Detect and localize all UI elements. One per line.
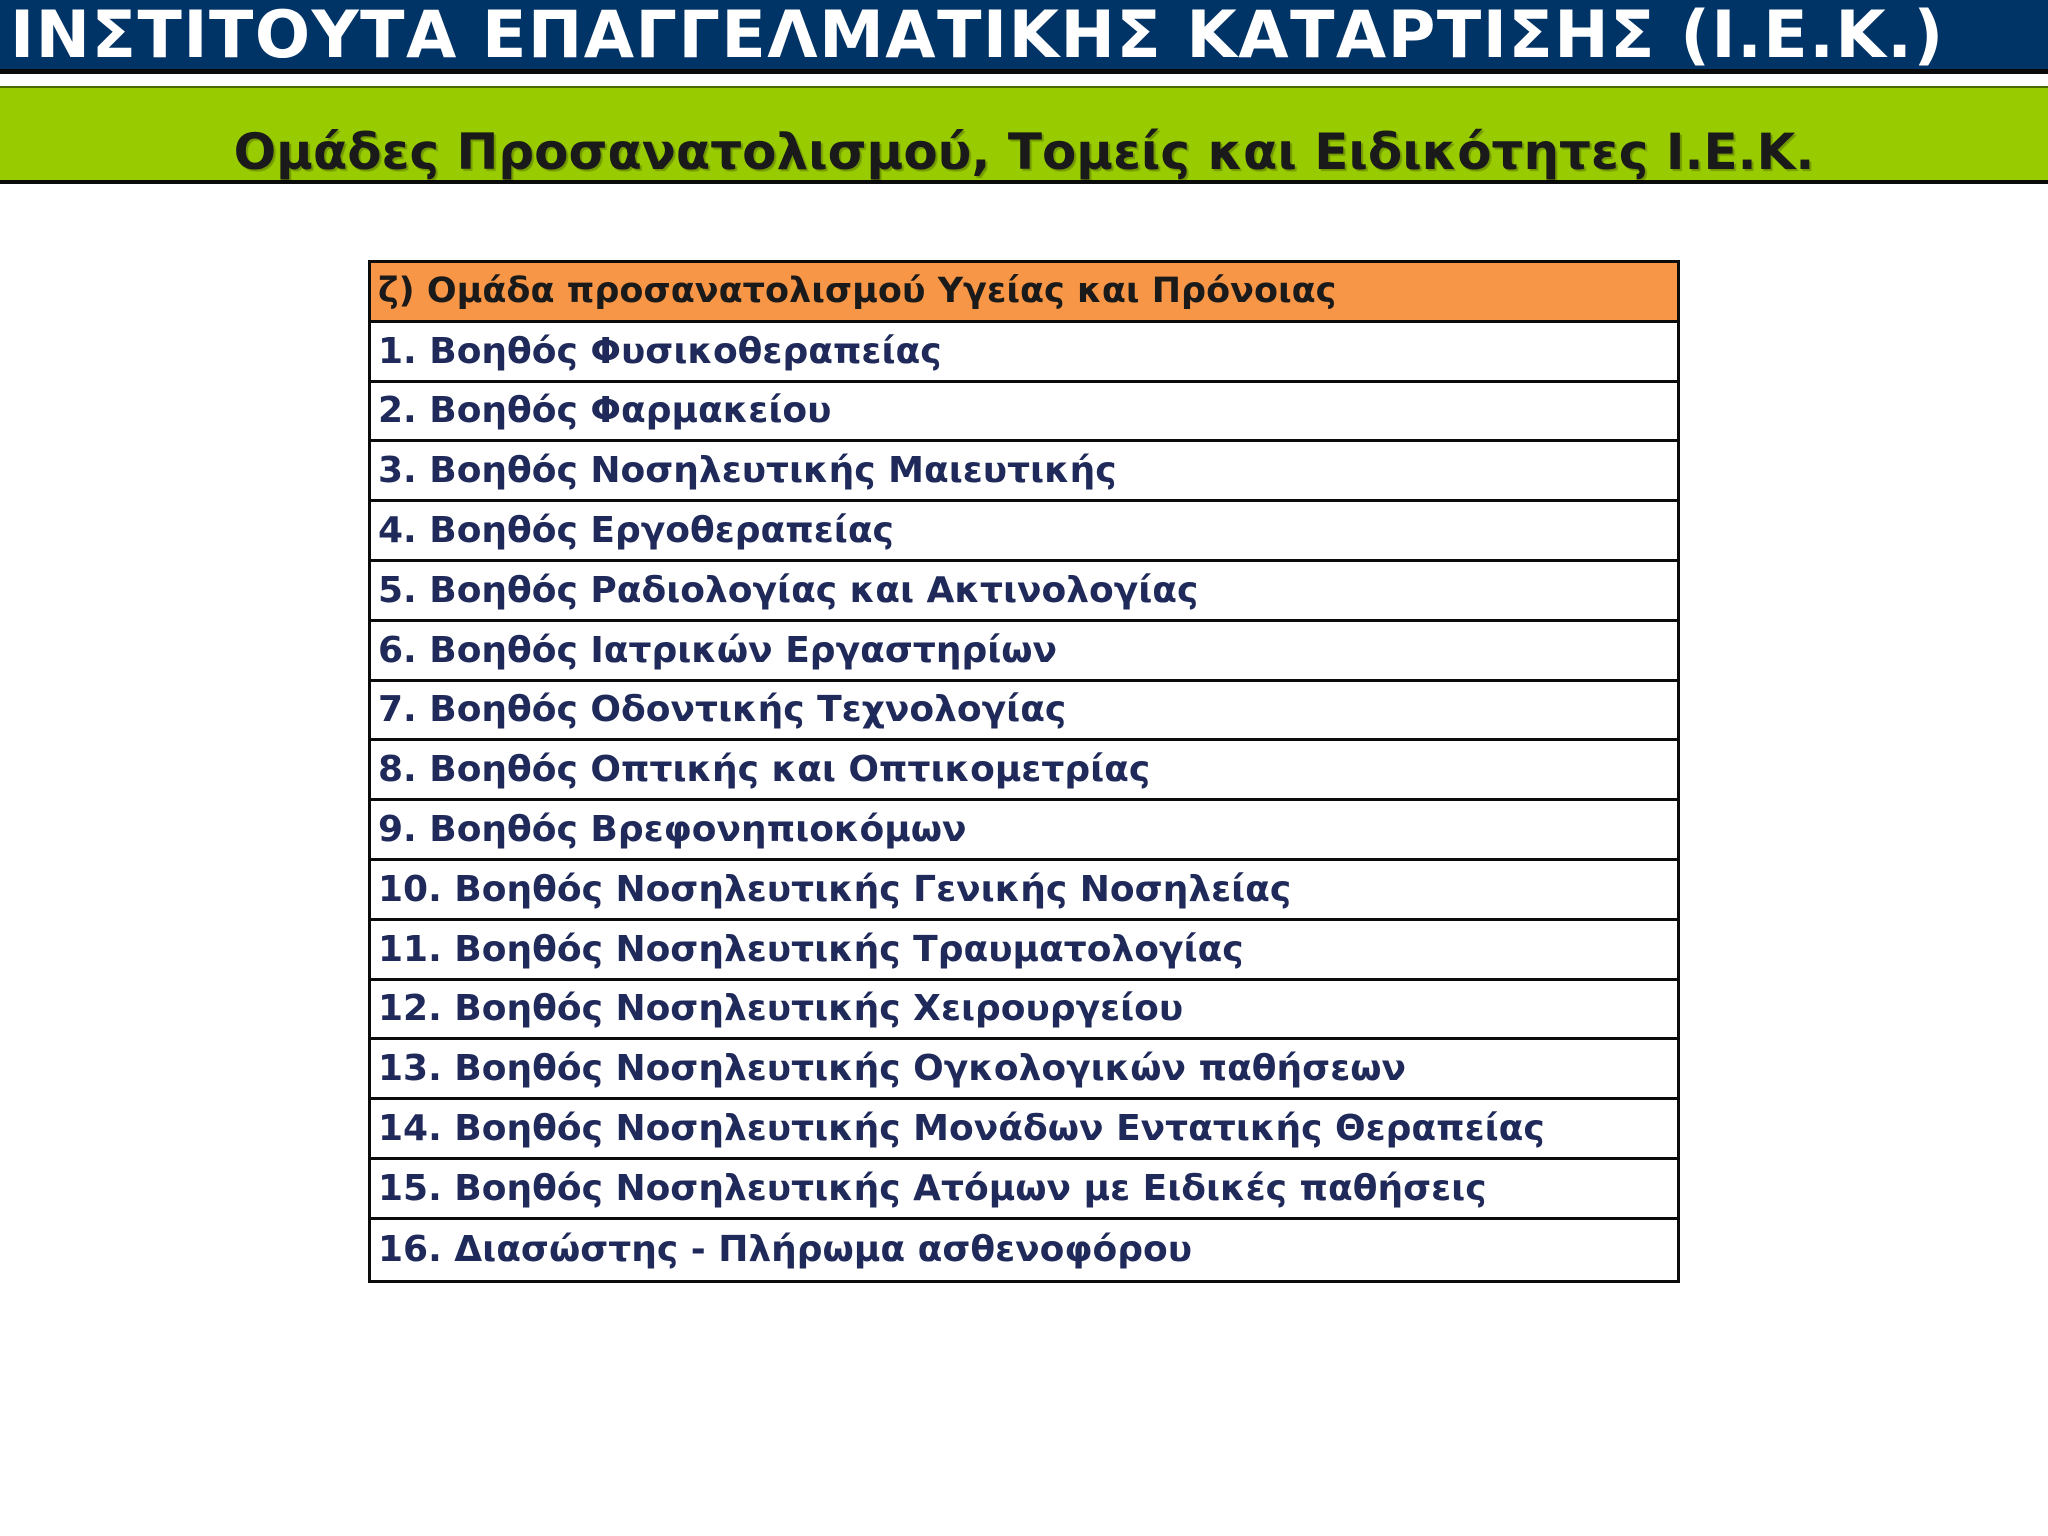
table-row: 6. Βοηθός Ιατρικών Εργαστηρίων <box>371 622 1677 682</box>
table-row: 14. Βοηθός Νοσηλευτικής Μονάδων Εντατικής Θεραπείας <box>371 1100 1677 1160</box>
table-row: 9. Βοηθός Βρεφονηπιοκόμων <box>371 801 1677 861</box>
table-row: 7. Βοηθός Οδοντικής Τεχνολογίας <box>371 682 1677 742</box>
table-row: 3. Βοηθός Νοσηλευτικής Μαιευτικής <box>371 442 1677 502</box>
table-row: 8. Βοηθός Οπτικής και Οπτικομετρίας <box>371 741 1677 801</box>
table-row: 5. Βοηθός Ραδιολογίας και Ακτινολογίας <box>371 562 1677 622</box>
title-bar <box>0 0 2048 74</box>
specialties-table <box>368 260 1680 1283</box>
table-row: 1. Βοηθός Φυσικοθεραπείας <box>371 323 1677 383</box>
table-row: 10. Βοηθός Νοσηλευτικής Γενικής Νοσηλείας <box>371 861 1677 921</box>
page-subtitle: Ομάδες Προσανατολισμού, Τομείς και Ειδικότητες Ι.Ε.Κ. <box>233 123 1815 181</box>
table-row: 12. Βοηθός Νοσηλευτικής Χειρουργείου <box>371 981 1677 1041</box>
table-heading: ζ) Ομάδα προσανατολισμού Υγείας και Πρόνοιας <box>371 263 1677 323</box>
page-title: ΙΝΣΤΙΤΟΥΤΑ ΕΠΑΓΓΕΛΜΑΤΙΚΗΣ ΚΑΤΑΡΤΙΣΗΣ (Ι.Ε.Κ.) <box>10 0 1945 73</box>
subtitle-bar <box>0 86 2048 184</box>
table-row: 16. Διασώστης - Πλήρωμα ασθενοφόρου <box>371 1220 1677 1280</box>
table-row: 4. Βοηθός Εργοθεραπείας <box>371 502 1677 562</box>
table-row: 2. Βοηθός Φαρμακείου <box>371 383 1677 443</box>
table-row: 11. Βοηθός Νοσηλευτικής Τραυματολογίας <box>371 921 1677 981</box>
table-row: 13. Βοηθός Νοσηλευτικής Ογκολογικών παθήσεων <box>371 1040 1677 1100</box>
table-row: 15. Βοηθός Νοσηλευτικής Ατόμων με Ειδικές παθήσεις <box>371 1160 1677 1220</box>
